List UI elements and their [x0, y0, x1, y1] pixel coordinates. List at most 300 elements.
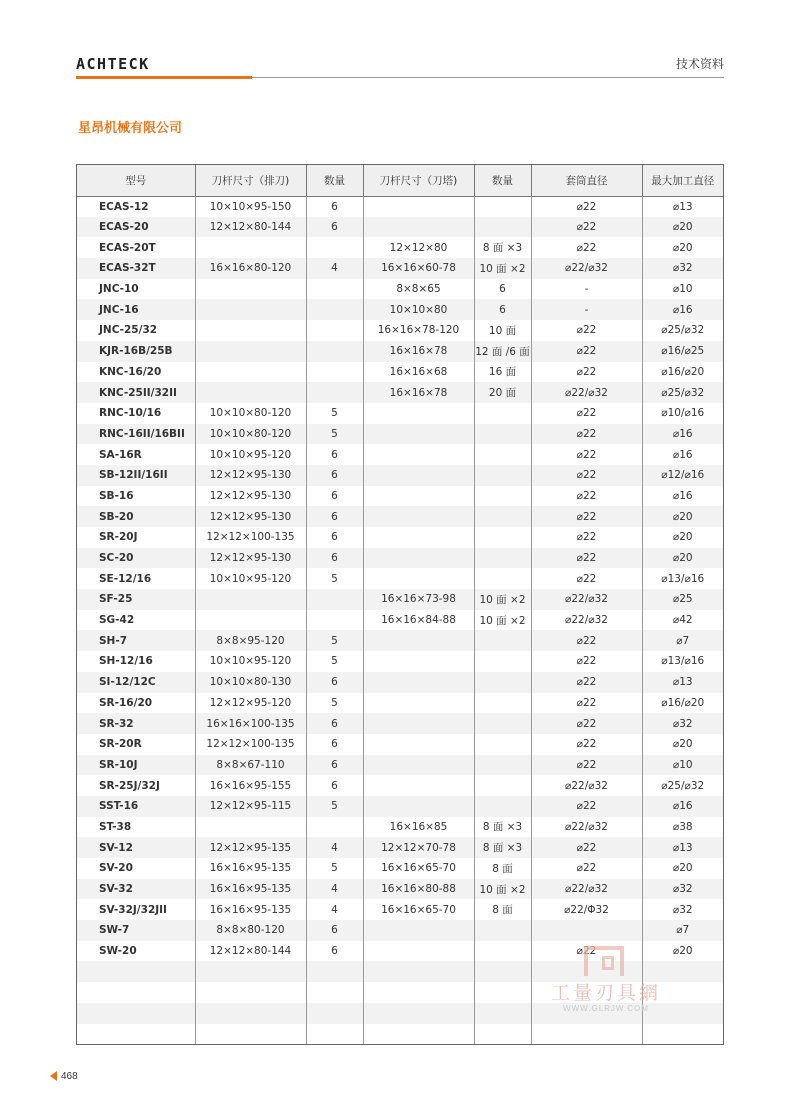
table-cell: [642, 1003, 723, 1024]
table-row: [77, 630, 723, 651]
table-cell: [474, 1003, 531, 1024]
column-header: 型号: [77, 165, 195, 196]
table-cell: [195, 1024, 306, 1045]
table-row: [77, 237, 723, 258]
model-cell: SH-7: [77, 630, 195, 651]
table-cell: [531, 920, 642, 941]
table-cell: ⌀32: [642, 713, 723, 734]
table-cell: 4: [306, 258, 363, 279]
table-cell: [363, 465, 474, 486]
table-cell: [474, 713, 531, 734]
model-cell: RNC-16II/16BII: [77, 424, 195, 445]
table-cell: [363, 755, 474, 776]
table-cell: [306, 610, 363, 631]
table-cell: 16×16×65-70: [363, 858, 474, 879]
table-cell: ⌀22/⌀32: [531, 879, 642, 900]
table-cell: 8 面: [474, 899, 531, 920]
table-cell: 6: [306, 755, 363, 776]
table-row: [77, 568, 723, 589]
table-cell: 10 面 ×2: [474, 589, 531, 610]
table-row: [77, 693, 723, 714]
table-cell: [306, 362, 363, 383]
table-cell: ⌀22: [531, 713, 642, 734]
table-cell: [642, 982, 723, 1003]
table-cell: [363, 217, 474, 238]
table-cell: [306, 341, 363, 362]
page-footer: [50, 1071, 78, 1082]
table-row: [77, 796, 723, 817]
table-cell: [363, 672, 474, 693]
table-cell: ⌀22: [531, 527, 642, 548]
table-cell: ⌀22: [531, 341, 642, 362]
table-cell: 12×12×95-130: [195, 506, 306, 527]
table-row: [77, 941, 723, 962]
table-cell: ⌀10: [672, 283, 693, 296]
model-cell: JNC-25/32: [77, 320, 195, 341]
table-cell: [474, 403, 531, 424]
model-cell: SR-10J: [77, 755, 195, 776]
table-cell: 16×16×84-88: [363, 610, 474, 631]
table-cell: 6: [474, 279, 531, 300]
table-cell: 6: [306, 734, 363, 755]
table-header-row: [77, 165, 723, 196]
table-cell: ⌀7: [642, 630, 723, 651]
table-cell: ⌀13/⌀16: [661, 655, 705, 668]
table-cell: ⌀22: [531, 858, 642, 879]
table-cell: ⌀10: [642, 755, 723, 776]
table-cell: 6: [306, 548, 363, 569]
table-row: [77, 341, 723, 362]
table-cell: 8×8×80-120: [195, 920, 306, 941]
table-cell: ⌀16: [672, 448, 693, 461]
model-cell: SB-16: [77, 486, 195, 507]
table-cell: 6: [306, 920, 363, 941]
table-cell: [363, 651, 474, 672]
spec-table: [77, 165, 723, 1044]
table-cell: 12×12×95-130: [195, 548, 306, 569]
table-cell: [195, 610, 306, 631]
model-cell: ECAS-20: [77, 217, 195, 238]
table-cell: 5: [306, 403, 363, 424]
table-cell: ⌀25/⌀32: [642, 382, 723, 403]
table-cell: [306, 817, 363, 838]
table-cell: 6: [474, 299, 531, 320]
table-cell: ⌀22: [531, 548, 642, 569]
table-cell: ⌀20: [642, 548, 723, 569]
table-cell: ⌀22: [531, 486, 642, 507]
table-cell: ⌀22: [531, 465, 642, 486]
table-cell: 16×16×95-135: [195, 899, 306, 920]
model-cell: SH-12/16: [77, 651, 195, 672]
table-cell: ⌀16: [642, 424, 723, 445]
model-cell: RNC-10/16: [77, 403, 195, 424]
column-header: 数量: [474, 165, 531, 196]
table-cell: 6: [306, 196, 363, 217]
table-cell: ⌀22/⌀32: [531, 775, 642, 796]
model-cell: SW-20: [77, 941, 195, 962]
table-cell: ⌀22: [531, 568, 642, 589]
model-cell: ECAS-12: [77, 196, 195, 217]
table-cell: [363, 527, 474, 548]
table-row: [77, 382, 723, 403]
table-cell: ⌀12/⌀16: [642, 465, 723, 486]
table-cell: 6: [306, 672, 363, 693]
table-cell: ⌀32: [642, 879, 723, 900]
table-cell: ⌀22/⌀32: [531, 589, 642, 610]
table-row: [77, 589, 723, 610]
table-cell: 10×10×95-120: [195, 444, 306, 465]
table-cell: -: [531, 279, 642, 300]
table-cell: [642, 1024, 723, 1045]
table-row: [77, 755, 723, 776]
table-row: [77, 1024, 723, 1045]
table-cell: ⌀13: [672, 200, 693, 213]
table-cell: [531, 1003, 642, 1024]
table-row: [77, 651, 723, 672]
table-cell: [474, 961, 531, 982]
table-cell: [306, 237, 363, 258]
table-cell: [363, 506, 474, 527]
table-cell: 12×12×95-130: [195, 486, 306, 507]
table-cell: [363, 920, 474, 941]
table-cell: ⌀20: [672, 241, 693, 254]
table-cell: [474, 982, 531, 1003]
table-cell: 8 面 ×3: [474, 837, 531, 858]
table-cell: ⌀38: [672, 820, 693, 833]
table-cell: 12×12×95-115: [195, 796, 306, 817]
column-header: 套筒直径: [531, 165, 642, 196]
table-cell: 12 面 /6 面: [474, 341, 531, 362]
table-cell: 12×12×80-144: [195, 941, 306, 962]
table-cell: [642, 961, 723, 982]
table-cell: ⌀16: [672, 489, 693, 502]
table-cell: 6: [306, 486, 363, 507]
table-cell: [474, 568, 531, 589]
table-cell: -: [531, 299, 642, 320]
table-cell: ⌀22: [531, 237, 642, 258]
table-cell: [474, 424, 531, 445]
model-cell: SE-12/16: [77, 568, 195, 589]
table-cell: ⌀20: [672, 862, 693, 875]
table-row: [77, 837, 723, 858]
table-cell: ⌀20: [672, 738, 693, 751]
table-row: [77, 858, 723, 879]
model-cell: SF-25: [77, 589, 195, 610]
table-cell: [363, 941, 474, 962]
table-cell: [474, 734, 531, 755]
table-row: [77, 920, 723, 941]
table-row: [77, 258, 723, 279]
table-cell: [306, 589, 363, 610]
table-row: [77, 403, 723, 424]
model-cell: SC-20: [77, 548, 195, 569]
table-cell: 10 面 ×2: [474, 258, 531, 279]
table-cell: 8×8×95-120: [195, 630, 306, 651]
table-cell: 6: [306, 506, 363, 527]
table-row: [77, 279, 723, 300]
table-row: [77, 610, 723, 631]
table-cell: [474, 217, 531, 238]
table-cell: 12×12×100-135: [195, 734, 306, 755]
table-cell: 5: [306, 424, 363, 445]
table-cell: [474, 196, 531, 217]
table-cell: 12×12×95-130: [195, 465, 306, 486]
model-cell: SR-32: [77, 713, 195, 734]
table-cell: 5: [306, 796, 363, 817]
table-cell: [306, 1003, 363, 1024]
table-cell: ⌀22/⌀32: [531, 258, 642, 279]
table-cell: ⌀22: [531, 403, 642, 424]
table-cell: [195, 237, 306, 258]
model-cell: SB-20: [77, 506, 195, 527]
table-cell: ⌀22: [531, 320, 642, 341]
table-cell: [363, 982, 474, 1003]
table-cell: [195, 279, 306, 300]
table-cell: 16×16×78: [363, 382, 474, 403]
table-cell: 12×12×100-135: [195, 527, 306, 548]
table-cell: 6: [306, 775, 363, 796]
spec-table-container: [76, 164, 724, 1045]
table-cell: [474, 465, 531, 486]
table-cell: ⌀20: [642, 217, 723, 238]
table-cell: [363, 1003, 474, 1024]
table-cell: ⌀22: [531, 796, 642, 817]
table-row: [77, 899, 723, 920]
table-row: [77, 982, 723, 1003]
table-row: [77, 775, 723, 796]
table-cell: 10×10×95-120: [195, 568, 306, 589]
table-row: [77, 486, 723, 507]
table-row: [77, 713, 723, 734]
model-cell: ECAS-32T: [77, 258, 195, 279]
table-cell: [474, 920, 531, 941]
model-cell: SST-16: [77, 796, 195, 817]
watermark-url: WWW.GLRJW.COM: [563, 1004, 649, 1013]
table-row: [77, 299, 723, 320]
table-cell: [531, 1024, 642, 1045]
table-cell: 12×12×95-135: [195, 837, 306, 858]
table-cell: 16×16×95-155: [195, 775, 306, 796]
table-cell: [474, 755, 531, 776]
table-cell: [195, 341, 306, 362]
model-cell: SR-20R: [77, 734, 195, 755]
table-cell: ⌀16/⌀20: [661, 365, 705, 378]
table-cell: [195, 320, 306, 341]
table-cell: [363, 734, 474, 755]
table-cell: 16×16×68: [363, 362, 474, 383]
watermark-text: 工量刃具網: [550, 982, 661, 1004]
table-row: [77, 548, 723, 569]
table-cell: 16×16×95-135: [195, 879, 306, 900]
table-cell: ⌀16: [642, 299, 723, 320]
table-row: [77, 817, 723, 838]
table-cell: ⌀22: [531, 693, 642, 714]
table-cell: [363, 196, 474, 217]
table-cell: [474, 796, 531, 817]
table-cell: ⌀32: [672, 903, 693, 916]
table-cell: [363, 568, 474, 589]
table-cell: 10×10×95-150: [195, 196, 306, 217]
table-cell: [306, 279, 363, 300]
table-row: [77, 217, 723, 238]
table-cell: ⌀22: [531, 734, 642, 755]
table-cell: 5: [306, 651, 363, 672]
table-cell: ⌀22: [531, 506, 642, 527]
table-cell: [474, 527, 531, 548]
table-cell: ⌀42: [672, 614, 693, 627]
table-cell: 16×16×73-98: [363, 589, 474, 610]
table-cell: [363, 961, 474, 982]
column-header: 最大加工直径: [642, 165, 723, 196]
table-cell: 12×12×80: [363, 237, 474, 258]
table-cell: ⌀22: [531, 424, 642, 445]
table-cell: ⌀20: [672, 531, 693, 544]
table-cell: [195, 961, 306, 982]
table-row: [77, 734, 723, 755]
table-cell: ⌀22: [531, 672, 642, 693]
model-cell: KJR-16B/25B: [77, 341, 195, 362]
model-cell: SR-20J: [77, 527, 195, 548]
table-cell: ⌀25/⌀32: [661, 324, 705, 337]
table-cell: 12×12×80-144: [195, 217, 306, 238]
table-cell: 8 面 ×3: [474, 817, 531, 838]
table-cell: 6: [306, 444, 363, 465]
table-cell: [531, 961, 642, 982]
table-row: [77, 672, 723, 693]
model-cell: SA-16R: [77, 444, 195, 465]
table-cell: 10 面 ×2: [474, 879, 531, 900]
model-cell: SR-16/20: [77, 693, 195, 714]
table-cell: 10×10×80-120: [195, 424, 306, 445]
table-cell: [474, 548, 531, 569]
table-cell: ⌀32: [642, 258, 723, 279]
table-cell: [195, 589, 306, 610]
table-cell: 16×16×78: [363, 341, 474, 362]
table-cell: ⌀22/⌀32: [531, 382, 642, 403]
model-cell: SV-12: [77, 837, 195, 858]
table-cell: [195, 982, 306, 1003]
table-cell: ⌀22: [531, 755, 642, 776]
model-cell: SV-32J/32JII: [77, 899, 195, 920]
brand-logo: ACHTECK: [76, 55, 150, 73]
table-cell: 16×16×100-135: [195, 713, 306, 734]
table-cell: ⌀16/⌀20: [661, 696, 705, 709]
table-cell: [306, 382, 363, 403]
table-cell: [363, 713, 474, 734]
table-cell: [363, 403, 474, 424]
table-cell: 16×16×95-135: [195, 858, 306, 879]
model-cell: [77, 961, 195, 982]
table-row: [77, 527, 723, 548]
table-cell: 20 面: [474, 382, 531, 403]
table-cell: ⌀22/⌀32: [531, 610, 642, 631]
table-cell: ⌀13/⌀16: [661, 572, 705, 585]
model-cell: SW-7: [77, 920, 195, 941]
table-cell: [306, 1024, 363, 1045]
table-cell: 4: [306, 899, 363, 920]
table-cell: 10×10×80-120: [195, 403, 306, 424]
table-cell: 10×10×80: [363, 299, 474, 320]
header-accent-bar: [76, 76, 252, 79]
table-cell: ⌀25/⌀32: [661, 779, 705, 792]
table-cell: 16×16×65-70: [363, 899, 474, 920]
table-cell: [474, 444, 531, 465]
model-cell: ECAS-20T: [77, 237, 195, 258]
table-cell: [195, 817, 306, 838]
table-cell: 5: [306, 858, 363, 879]
table-row: [77, 506, 723, 527]
table-row: [77, 424, 723, 445]
table-cell: ⌀16/⌀25: [642, 341, 723, 362]
column-header: 刀杆尺寸（刀塔): [363, 165, 474, 196]
table-cell: [474, 775, 531, 796]
table-cell: 12×12×95-120: [195, 693, 306, 714]
model-cell: JNC-10: [77, 279, 195, 300]
table-cell: [363, 486, 474, 507]
table-cell: 6: [306, 217, 363, 238]
table-cell: ⌀22: [531, 217, 642, 238]
table-cell: 8×8×67-110: [195, 755, 306, 776]
table-cell: 8×8×65: [363, 279, 474, 300]
table-cell: [195, 1003, 306, 1024]
page-header: [76, 52, 724, 82]
table-cell: 4: [306, 837, 363, 858]
table-cell: [474, 941, 531, 962]
table-cell: [474, 630, 531, 651]
table-cell: [474, 506, 531, 527]
page-number: 468: [61, 1071, 78, 1082]
table-cell: 10×10×80-130: [195, 672, 306, 693]
table-row: [77, 1003, 723, 1024]
table-cell: 16×16×80-120: [195, 258, 306, 279]
table-cell: ⌀16: [642, 796, 723, 817]
table-cell: 5: [306, 630, 363, 651]
table-cell: 6: [306, 941, 363, 962]
model-cell: SR-25J/32J: [77, 775, 195, 796]
table-cell: ⌀22: [531, 941, 642, 962]
table-cell: [363, 548, 474, 569]
table-cell: 16×16×60-78: [363, 258, 474, 279]
table-cell: [306, 320, 363, 341]
table-cell: ⌀22/Φ32: [531, 899, 642, 920]
model-cell: [77, 1003, 195, 1024]
table-row: [77, 465, 723, 486]
table-cell: [363, 796, 474, 817]
model-cell: SV-32: [77, 879, 195, 900]
table-row: [77, 320, 723, 341]
page-arrow-icon: [50, 1071, 57, 1081]
table-cell: [474, 672, 531, 693]
model-cell: SG-42: [77, 610, 195, 631]
table-cell: ⌀25: [642, 589, 723, 610]
model-cell: JNC-16: [77, 299, 195, 320]
table-cell: [363, 1024, 474, 1045]
table-cell: [195, 362, 306, 383]
table-cell: 10 面: [474, 320, 531, 341]
column-header: 刀杆尺寸（排刀): [195, 165, 306, 196]
table-cell: [195, 299, 306, 320]
table-cell: 16×16×85: [363, 817, 474, 838]
section-title: 技术资料: [675, 57, 724, 71]
table-cell: 10 面 ×2: [474, 610, 531, 631]
table-cell: ⌀10/⌀16: [661, 407, 705, 420]
table-row: [77, 196, 723, 217]
table-cell: 12×12×70-78: [363, 837, 474, 858]
table-cell: [363, 693, 474, 714]
model-cell: SI-12/12C: [77, 672, 195, 693]
table-cell: [474, 1024, 531, 1045]
table-row: [77, 879, 723, 900]
